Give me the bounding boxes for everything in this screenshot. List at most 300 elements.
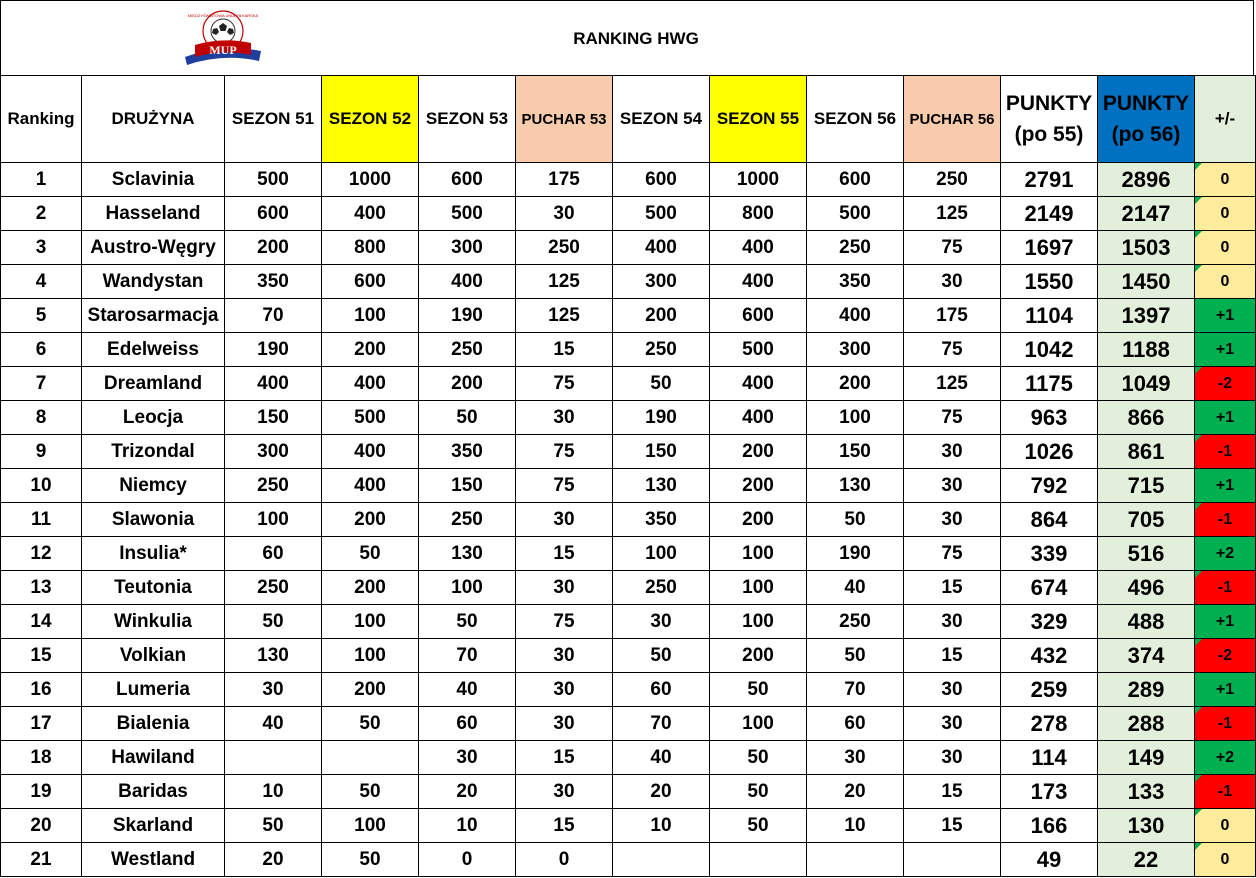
table-row (1, 775, 1256, 809)
puchar-53-cell: 30 (516, 673, 613, 707)
puchar-53-cell: 15 (516, 809, 613, 843)
sezon-56-cell: 100 (807, 401, 904, 435)
points-after-56-cell: 1049 (1098, 367, 1195, 401)
table-row (1, 741, 1256, 775)
points-after-55-cell: 1104 (1001, 299, 1098, 333)
sezon-55-cell: 100 (710, 605, 807, 639)
rank-cell: 12 (1, 537, 82, 571)
sezon-53-cell: 60 (419, 707, 516, 741)
points-after-56-cell: 130 (1098, 809, 1195, 843)
change-cell: +1 (1195, 605, 1256, 639)
sezon-54-cell: 150 (613, 435, 710, 469)
team-cell: Skarland (82, 809, 225, 843)
puchar-56-cell: 30 (904, 469, 1001, 503)
sezon-51-cell: 500 (225, 163, 322, 197)
sezon-52-cell: 100 (322, 605, 419, 639)
change-cell: +1 (1195, 401, 1256, 435)
sezon-55-cell: 400 (710, 231, 807, 265)
puchar-56-cell: 125 (904, 367, 1001, 401)
sezon-56-cell: 40 (807, 571, 904, 605)
sezon-56-cell: 130 (807, 469, 904, 503)
sezon-55-cell: 400 (710, 367, 807, 401)
sezon-55-cell: 50 (710, 673, 807, 707)
sezon-55-cell: 200 (710, 639, 807, 673)
points-after-56-cell: 516 (1098, 537, 1195, 571)
points-after-56-cell: 133 (1098, 775, 1195, 809)
puchar-53-cell: 75 (516, 469, 613, 503)
sezon-55-cell: 500 (710, 333, 807, 367)
sezon-52-cell: 50 (322, 775, 419, 809)
sezon-51-cell (225, 741, 322, 775)
sezon-51-cell: 250 (225, 571, 322, 605)
ranking-body (1, 163, 1256, 877)
points-after-56-cell: 288 (1098, 707, 1195, 741)
points-after-55-cell: 259 (1001, 673, 1098, 707)
rank-cell: 20 (1, 809, 82, 843)
header-sezon-51: SEZON 51 (225, 76, 322, 163)
table-row (1, 809, 1256, 843)
header-puchar-56: PUCHAR 56 (904, 76, 1001, 163)
puchar-56-cell: 30 (904, 503, 1001, 537)
puchar-53-cell: 75 (516, 605, 613, 639)
table-row (1, 673, 1256, 707)
header-team: DRUŻYNA (82, 76, 225, 163)
puchar-56-cell: 75 (904, 537, 1001, 571)
sezon-54-cell (613, 843, 710, 877)
header-sezon-54: SEZON 54 (613, 76, 710, 163)
sezon-53-cell: 300 (419, 231, 516, 265)
points-after-55-cell: 114 (1001, 741, 1098, 775)
sezon-52-cell: 50 (322, 843, 419, 877)
sezon-52-cell: 200 (322, 571, 419, 605)
puchar-56-cell: 30 (904, 707, 1001, 741)
puchar-53-cell: 15 (516, 741, 613, 775)
rank-cell: 11 (1, 503, 82, 537)
puchar-53-cell: 175 (516, 163, 613, 197)
puchar-56-cell: 175 (904, 299, 1001, 333)
points-after-56-cell: 715 (1098, 469, 1195, 503)
table-row (1, 197, 1256, 231)
sezon-55-cell: 100 (710, 571, 807, 605)
table-row (1, 367, 1256, 401)
sezon-51-cell: 200 (225, 231, 322, 265)
sezon-55-cell: 800 (710, 197, 807, 231)
sezon-55-cell: 50 (710, 809, 807, 843)
points-after-56-cell: 2147 (1098, 197, 1195, 231)
sezon-55-cell: 200 (710, 503, 807, 537)
team-cell: Slawonia (82, 503, 225, 537)
team-cell: Lumeria (82, 673, 225, 707)
points-after-55-cell: 432 (1001, 639, 1098, 673)
sezon-56-cell: 30 (807, 741, 904, 775)
rank-cell: 15 (1, 639, 82, 673)
sezon-52-cell: 1000 (322, 163, 419, 197)
points-after-56-cell: 866 (1098, 401, 1195, 435)
header-sezon-56: SEZON 56 (807, 76, 904, 163)
sezon-51-cell: 60 (225, 537, 322, 571)
sezon-53-cell: 200 (419, 367, 516, 401)
table-row (1, 571, 1256, 605)
rank-cell: 9 (1, 435, 82, 469)
team-cell: Trizondal (82, 435, 225, 469)
sezon-51-cell: 100 (225, 503, 322, 537)
sezon-54-cell: 100 (613, 537, 710, 571)
change-cell: -1 (1195, 435, 1256, 469)
points-after-55-cell: 278 (1001, 707, 1098, 741)
sezon-51-cell: 400 (225, 367, 322, 401)
sezon-52-cell: 100 (322, 809, 419, 843)
points-after-55-cell: 2149 (1001, 197, 1098, 231)
table-row (1, 605, 1256, 639)
puchar-56-cell: 15 (904, 639, 1001, 673)
sezon-52-cell: 200 (322, 503, 419, 537)
points-after-55-cell: 1550 (1001, 265, 1098, 299)
team-cell: Bialenia (82, 707, 225, 741)
points-after-56-cell: 149 (1098, 741, 1195, 775)
sezon-56-cell: 350 (807, 265, 904, 299)
sezon-56-cell: 190 (807, 537, 904, 571)
mup-logo (183, 9, 263, 69)
header-points-after-56-line1: PUNKTY (1102, 92, 1190, 115)
sezon-53-cell: 0 (419, 843, 516, 877)
puchar-56-cell: 250 (904, 163, 1001, 197)
rank-cell: 17 (1, 707, 82, 741)
sezon-52-cell: 50 (322, 537, 419, 571)
change-cell: +1 (1195, 469, 1256, 503)
sezon-56-cell: 500 (807, 197, 904, 231)
sezon-56-cell: 70 (807, 673, 904, 707)
sezon-56-cell: 50 (807, 639, 904, 673)
sezon-52-cell: 800 (322, 231, 419, 265)
sezon-53-cell: 10 (419, 809, 516, 843)
puchar-56-cell: 30 (904, 741, 1001, 775)
team-cell: Westland (82, 843, 225, 877)
rank-cell: 16 (1, 673, 82, 707)
team-cell: Insulia* (82, 537, 225, 571)
table-row (1, 299, 1256, 333)
team-cell: Wandystan (82, 265, 225, 299)
change-cell: 0 (1195, 809, 1256, 843)
sezon-54-cell: 50 (613, 639, 710, 673)
change-cell: -1 (1195, 707, 1256, 741)
puchar-56-cell: 125 (904, 197, 1001, 231)
page-title: RANKING HWG (573, 29, 699, 48)
sezon-52-cell: 600 (322, 265, 419, 299)
puchar-53-cell: 30 (516, 197, 613, 231)
points-after-56-cell: 861 (1098, 435, 1195, 469)
sezon-56-cell: 60 (807, 707, 904, 741)
sezon-56-cell: 200 (807, 367, 904, 401)
change-cell: -1 (1195, 503, 1256, 537)
points-after-55-cell: 1026 (1001, 435, 1098, 469)
sezon-53-cell: 130 (419, 537, 516, 571)
header-points-after-56-line2: (po 56) (1111, 123, 1181, 146)
sezon-52-cell: 400 (322, 197, 419, 231)
sezon-55-cell: 400 (710, 265, 807, 299)
sezon-54-cell: 190 (613, 401, 710, 435)
sezon-53-cell: 190 (419, 299, 516, 333)
rank-cell: 7 (1, 367, 82, 401)
sezon-55-cell: 100 (710, 707, 807, 741)
team-cell: Dreamland (82, 367, 225, 401)
team-cell: Teutonia (82, 571, 225, 605)
points-after-55-cell: 173 (1001, 775, 1098, 809)
sezon-54-cell: 350 (613, 503, 710, 537)
points-after-56-cell: 1397 (1098, 299, 1195, 333)
change-cell: 0 (1195, 231, 1256, 265)
points-after-56-cell: 1188 (1098, 333, 1195, 367)
puchar-53-cell: 250 (516, 231, 613, 265)
puchar-53-cell: 75 (516, 435, 613, 469)
change-cell: 0 (1195, 843, 1256, 877)
rank-cell: 1 (1, 163, 82, 197)
puchar-53-cell: 125 (516, 299, 613, 333)
sezon-52-cell: 200 (322, 333, 419, 367)
team-cell: Hasseland (82, 197, 225, 231)
sezon-54-cell: 20 (613, 775, 710, 809)
points-after-55-cell: 1042 (1001, 333, 1098, 367)
points-after-56-cell: 1450 (1098, 265, 1195, 299)
points-after-56-cell: 1503 (1098, 231, 1195, 265)
puchar-56-cell: 30 (904, 673, 1001, 707)
rank-cell: 14 (1, 605, 82, 639)
sezon-53-cell: 600 (419, 163, 516, 197)
team-cell: Starosarmacja (82, 299, 225, 333)
puchar-56-cell: 15 (904, 775, 1001, 809)
sezon-51-cell: 20 (225, 843, 322, 877)
table-row (1, 537, 1256, 571)
change-cell: -2 (1195, 367, 1256, 401)
table-row (1, 639, 1256, 673)
sezon-52-cell: 400 (322, 469, 419, 503)
sezon-53-cell: 100 (419, 571, 516, 605)
team-cell: Austro-Węgry (82, 231, 225, 265)
sezon-53-cell: 250 (419, 333, 516, 367)
sezon-56-cell: 300 (807, 333, 904, 367)
change-cell: 0 (1195, 197, 1256, 231)
puchar-53-cell: 0 (516, 843, 613, 877)
puchar-56-cell: 75 (904, 231, 1001, 265)
sezon-51-cell: 70 (225, 299, 322, 333)
table-row (1, 333, 1256, 367)
sezon-56-cell (807, 843, 904, 877)
team-cell: Leocja (82, 401, 225, 435)
sezon-54-cell: 30 (613, 605, 710, 639)
sezon-55-cell: 50 (710, 741, 807, 775)
rank-cell: 21 (1, 843, 82, 877)
sezon-53-cell: 50 (419, 605, 516, 639)
sezon-51-cell: 10 (225, 775, 322, 809)
sezon-51-cell: 40 (225, 707, 322, 741)
sezon-51-cell: 50 (225, 809, 322, 843)
sezon-54-cell: 250 (613, 571, 710, 605)
sezon-53-cell: 70 (419, 639, 516, 673)
sezon-52-cell: 200 (322, 673, 419, 707)
sezon-55-cell: 200 (710, 469, 807, 503)
header-sezon-52: SEZON 52 (322, 76, 419, 163)
points-after-55-cell: 49 (1001, 843, 1098, 877)
sezon-53-cell: 150 (419, 469, 516, 503)
sezon-54-cell: 130 (613, 469, 710, 503)
table-row (1, 231, 1256, 265)
points-after-55-cell: 1175 (1001, 367, 1098, 401)
svg-text:MIĘDZYŚWIATOWA UNIA PIŁKARSKA: MIĘDZYŚWIATOWA UNIA PIŁKARSKA (187, 13, 259, 18)
sezon-53-cell: 50 (419, 401, 516, 435)
sezon-52-cell: 500 (322, 401, 419, 435)
rank-cell: 19 (1, 775, 82, 809)
sezon-55-cell: 50 (710, 775, 807, 809)
change-cell: 0 (1195, 163, 1256, 197)
sezon-56-cell: 250 (807, 231, 904, 265)
sezon-55-cell (710, 843, 807, 877)
puchar-56-cell: 15 (904, 809, 1001, 843)
rank-cell: 4 (1, 265, 82, 299)
header-puchar-53: PUCHAR 53 (516, 76, 613, 163)
puchar-56-cell: 75 (904, 401, 1001, 435)
points-after-55-cell: 674 (1001, 571, 1098, 605)
sezon-56-cell: 20 (807, 775, 904, 809)
sezon-55-cell: 200 (710, 435, 807, 469)
table-row (1, 843, 1256, 877)
svg-text:MUP: MUP (209, 43, 237, 57)
header-points-after-56 (1098, 76, 1195, 163)
team-cell: Volkian (82, 639, 225, 673)
points-after-56-cell: 2896 (1098, 163, 1195, 197)
puchar-53-cell: 30 (516, 401, 613, 435)
points-after-55-cell: 2791 (1001, 163, 1098, 197)
puchar-53-cell: 30 (516, 775, 613, 809)
change-cell: +1 (1195, 299, 1256, 333)
points-after-56-cell: 374 (1098, 639, 1195, 673)
sezon-51-cell: 190 (225, 333, 322, 367)
sezon-54-cell: 10 (613, 809, 710, 843)
puchar-53-cell: 30 (516, 571, 613, 605)
points-after-55-cell: 792 (1001, 469, 1098, 503)
points-after-56-cell: 22 (1098, 843, 1195, 877)
sezon-54-cell: 40 (613, 741, 710, 775)
puchar-56-cell: 75 (904, 333, 1001, 367)
puchar-56-cell (904, 843, 1001, 877)
points-after-56-cell: 488 (1098, 605, 1195, 639)
change-cell: -1 (1195, 775, 1256, 809)
rank-cell: 5 (1, 299, 82, 333)
sezon-54-cell: 300 (613, 265, 710, 299)
rank-cell: 13 (1, 571, 82, 605)
header-points-after-55-line1: PUNKTY (1005, 92, 1093, 115)
puchar-53-cell: 125 (516, 265, 613, 299)
team-cell: Winkulia (82, 605, 225, 639)
sezon-53-cell: 30 (419, 741, 516, 775)
puchar-56-cell: 15 (904, 571, 1001, 605)
points-after-55-cell: 1697 (1001, 231, 1098, 265)
sezon-51-cell: 130 (225, 639, 322, 673)
sezon-53-cell: 40 (419, 673, 516, 707)
rank-cell: 18 (1, 741, 82, 775)
team-cell: Niemcy (82, 469, 225, 503)
points-after-55-cell: 864 (1001, 503, 1098, 537)
sezon-54-cell: 60 (613, 673, 710, 707)
sezon-52-cell: 100 (322, 299, 419, 333)
points-after-55-cell: 963 (1001, 401, 1098, 435)
puchar-53-cell: 30 (516, 707, 613, 741)
title-bar (0, 0, 1254, 75)
table-row (1, 265, 1256, 299)
sezon-53-cell: 500 (419, 197, 516, 231)
rank-cell: 2 (1, 197, 82, 231)
sezon-53-cell: 350 (419, 435, 516, 469)
team-cell: Sclavinia (82, 163, 225, 197)
points-after-55-cell: 166 (1001, 809, 1098, 843)
sezon-52-cell: 400 (322, 435, 419, 469)
sezon-55-cell: 1000 (710, 163, 807, 197)
change-cell: +1 (1195, 673, 1256, 707)
change-cell: -2 (1195, 639, 1256, 673)
header-sezon-55: SEZON 55 (710, 76, 807, 163)
sezon-52-cell (322, 741, 419, 775)
points-after-55-cell: 329 (1001, 605, 1098, 639)
sezon-51-cell: 30 (225, 673, 322, 707)
sezon-56-cell: 400 (807, 299, 904, 333)
table-row (1, 707, 1256, 741)
team-cell: Baridas (82, 775, 225, 809)
rank-cell: 6 (1, 333, 82, 367)
sezon-51-cell: 600 (225, 197, 322, 231)
team-cell: Edelweiss (82, 333, 225, 367)
sezon-52-cell: 100 (322, 639, 419, 673)
points-after-56-cell: 289 (1098, 673, 1195, 707)
sezon-55-cell: 600 (710, 299, 807, 333)
sezon-56-cell: 10 (807, 809, 904, 843)
change-cell: +1 (1195, 333, 1256, 367)
sezon-52-cell: 400 (322, 367, 419, 401)
puchar-56-cell: 30 (904, 435, 1001, 469)
sezon-55-cell: 100 (710, 537, 807, 571)
sezon-53-cell: 20 (419, 775, 516, 809)
rank-cell: 3 (1, 231, 82, 265)
points-after-56-cell: 705 (1098, 503, 1195, 537)
team-cell: Hawiland (82, 741, 225, 775)
table-row (1, 401, 1256, 435)
header-points-after-55 (1001, 76, 1098, 163)
sezon-54-cell: 500 (613, 197, 710, 231)
change-cell: 0 (1195, 265, 1256, 299)
sezon-54-cell: 200 (613, 299, 710, 333)
sezon-54-cell: 70 (613, 707, 710, 741)
sezon-56-cell: 250 (807, 605, 904, 639)
sezon-51-cell: 50 (225, 605, 322, 639)
sezon-54-cell: 600 (613, 163, 710, 197)
sezon-55-cell: 400 (710, 401, 807, 435)
sezon-53-cell: 250 (419, 503, 516, 537)
puchar-53-cell: 15 (516, 537, 613, 571)
ranking-table (0, 75, 1256, 877)
table-row (1, 163, 1256, 197)
sezon-53-cell: 400 (419, 265, 516, 299)
sezon-51-cell: 350 (225, 265, 322, 299)
sezon-51-cell: 250 (225, 469, 322, 503)
puchar-53-cell: 30 (516, 503, 613, 537)
header-change: +/- (1195, 76, 1256, 163)
puchar-56-cell: 30 (904, 605, 1001, 639)
header-sezon-53: SEZON 53 (419, 76, 516, 163)
sezon-54-cell: 50 (613, 367, 710, 401)
change-cell: +2 (1195, 741, 1256, 775)
table-row (1, 435, 1256, 469)
change-cell: -1 (1195, 571, 1256, 605)
puchar-53-cell: 30 (516, 639, 613, 673)
table-row (1, 469, 1256, 503)
sezon-51-cell: 300 (225, 435, 322, 469)
